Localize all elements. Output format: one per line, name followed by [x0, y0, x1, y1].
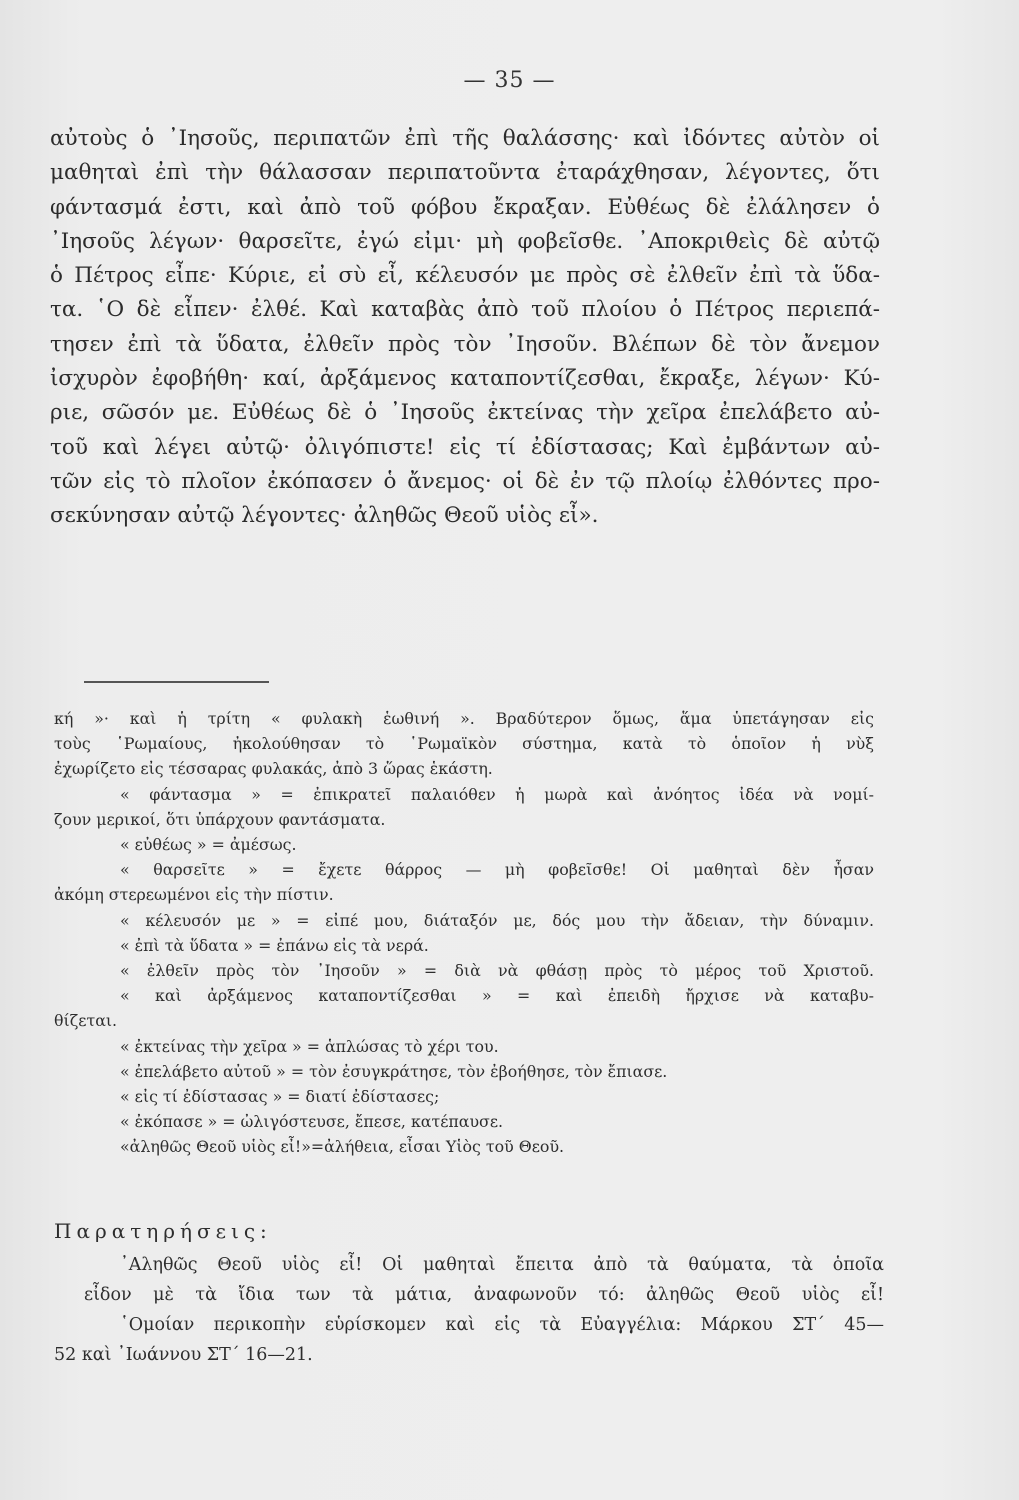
- main-text-line: ᾿Ιησοῦς λέγων· θαρσεῖτε, ἐγώ εἰμι· μὴ φοβεῖσθε. ᾿Αποκριθεὶς δὲ αὐτῷ: [50, 228, 880, 254]
- main-text-line: ὁ Πέτρος εἶπε· Κύριε, εἰ σὺ εἶ, κέλευσόν με πρὸς σὲ ἐλθεῖν ἐπὶ τὰ ὕδα-: [50, 263, 880, 289]
- observation-line: ᾿Αληθῶς Θεοῦ υἱὸς εἶ! Οἱ μαθηταὶ ἔπειτα ἀπὸ τὰ θαύματα, τὰ ὁποῖα: [120, 1255, 884, 1275]
- note-line: « ἐκόπασε » = ὠλιγόστευσε, ἔπεσε, κατέπαυσε.: [120, 1112, 504, 1132]
- main-text-block: [50, 122, 880, 534]
- observations-block: [54, 1250, 884, 1370]
- main-text-line: μαθηταὶ ἐπὶ τὴν θάλασσαν περιπατοῦντα ἐταράχθησαν, λέγοντες, ὅτι: [50, 160, 880, 186]
- glossary-notes: [54, 706, 874, 1160]
- note-line: « εἰς τί ἐδίστασας » = διατί ἐδίστασες;: [120, 1087, 440, 1107]
- note-line: « ἐλθεῖν πρὸς τὸν ᾿Ιησοῦν » = διὰ νὰ φθάσῃ πρὸς τὸ μέρος τοῦ Χριστοῦ.: [120, 961, 874, 981]
- footnote-divider: [84, 681, 269, 683]
- note-line: « ἐκτείνας τὴν χεῖρα » = ἁπλώσας τὸ χέρι του.: [120, 1036, 499, 1056]
- note-line: ἀκόμη στερεωμένοι εἰς τὴν πίστιν.: [54, 885, 334, 905]
- observation-line: εἶδον μὲ τὰ ἴδια των τὰ μάτια, ἀναφωνοῦν τό: ἀληθῶς Θεοῦ υἱὸς εἶ!: [84, 1285, 884, 1305]
- page-number: — 35 —: [463, 68, 556, 93]
- main-text-line: τα. ῾Ο δὲ εἶπεν· ἐλθέ. Καὶ καταβὰς ἀπὸ τοῦ πλοίου ὁ Πέτρος περιεπά-: [50, 297, 880, 323]
- note-line: « εὐθέως » = ἀμέσως.: [120, 835, 297, 855]
- note-line: θίζεται.: [54, 1011, 118, 1031]
- note-line: ζουν μερικοί, ὅτι ὑπάρχουν φαντάσματα.: [54, 809, 386, 829]
- note-line: « ἐπὶ τὰ ὕδατα » = ἐπάνω εἰς τὰ νερά.: [120, 935, 429, 955]
- note-line: « κέλευσόν με » = εἰπέ μου, διάταξόν με, δός μου τὴν ἄδειαν, τὴν δύναμιν.: [120, 910, 874, 930]
- note-line: « ἐπελάβετο αὐτοῦ » = τὸν ἐσυγκράτησε, τὸν ἐβοήθησε, τὸν ἔπιασε.: [120, 1061, 668, 1081]
- main-text-line: ἰσχυρὸν ἐφοβήθη· καί, ἀρξάμενος καταποντίζεσθαι, ἔκραξε, λέγων· Κύ-: [50, 366, 880, 392]
- note-line: « θαρσεῖτε » = ἔχετε θάρρος — μὴ φοβεῖσθε! Οἱ μαθηταὶ δὲν ἦσαν: [120, 860, 874, 880]
- note-line: « καὶ ἀρξάμενος καταποντίζεσθαι » = καὶ ἐπειδὴ ἤρχισε νὰ καταβυ-: [120, 986, 874, 1006]
- main-text-line: ριε, σῶσόν με. Εὐθέως δὲ ὁ ᾿Ιησοῦς ἐκτείνας τὴν χεῖρα ἐπελάβετο αὐ-: [50, 400, 880, 426]
- note-line: τοὺς ῾Ρωμαίους, ἠκολούθησαν τὸ ῾Ρωμαϊκὸν σύστημα, κατὰ τὸ ὁποῖον ἡ νὺξ: [54, 734, 874, 754]
- main-text-line: τοῦ καὶ λέγει αὐτῷ· ὀλιγόπιστε! εἰς τί ἐδίστασας; Καὶ ἐμβάντων αὐ-: [50, 434, 880, 460]
- note-line: ἐχωρίζετο εἰς τέσσαρας φυλακάς, ἀπὸ 3 ὥρας ἑκάστη.: [54, 759, 493, 779]
- observation-line: ῾Ομοίαν περικοπὴν εὑρίσκομεν καὶ εἰς τὰ Εὐαγγέλια: Μάρκου ΣΤ΄ 45—: [120, 1315, 884, 1335]
- main-text-line: αὐτοὺς ὁ ᾿Ιησοῦς, περιπατῶν ἐπὶ τῆς θαλάσσης· καὶ ἰδόντες αὐτὸν οἱ: [50, 126, 880, 151]
- main-text-line: φάντασμά ἐστι, καὶ ἀπὸ τοῦ φόβου ἔκραξαν. Εὐθέως δὲ ἐλάλησεν ὁ: [50, 194, 880, 220]
- main-text-line: τῶν εἰς τὸ πλοῖον ἐκόπασεν ὁ ἄνεμος· οἱ δὲ ἐν τῷ πλοίῳ ἐλθόντες προ-: [50, 468, 880, 494]
- note-line: «ἀληθῶς Θεοῦ υἱὸς εἶ!»=ἀλήθεια, εἶσαι Υἱὸς τοῦ Θεοῦ.: [120, 1137, 565, 1157]
- note-line: κή »· καὶ ἡ τρίτη « φυλακὴ ἑωθινή ». Βραδύτερον ὅμως, ἅμα ὑπετάγησαν εἰς: [54, 709, 874, 728]
- observation-line: 52 καὶ ᾿Ιωάννου ΣΤ΄ 16—21.: [54, 1345, 313, 1365]
- observations-heading: Παρατηρήσεις:: [54, 1219, 272, 1243]
- note-line: « φάντασμα » = ἐπικρατεῖ παλαιόθεν ἡ μωρὰ καὶ ἀνόητος ἰδέα νὰ νομί-: [120, 784, 874, 804]
- main-text-line: τησεν ἐπὶ τὰ ὕδατα, ἐλθεῖν πρὸς τὸν ᾿Ιησοῦν. Βλέπων δὲ τὸν ἄνεμον: [50, 331, 880, 357]
- main-text-line: σεκύνησαν αὐτῷ λέγοντες· ἀληθῶς Θεοῦ υἱὸς εἶ».: [50, 503, 599, 529]
